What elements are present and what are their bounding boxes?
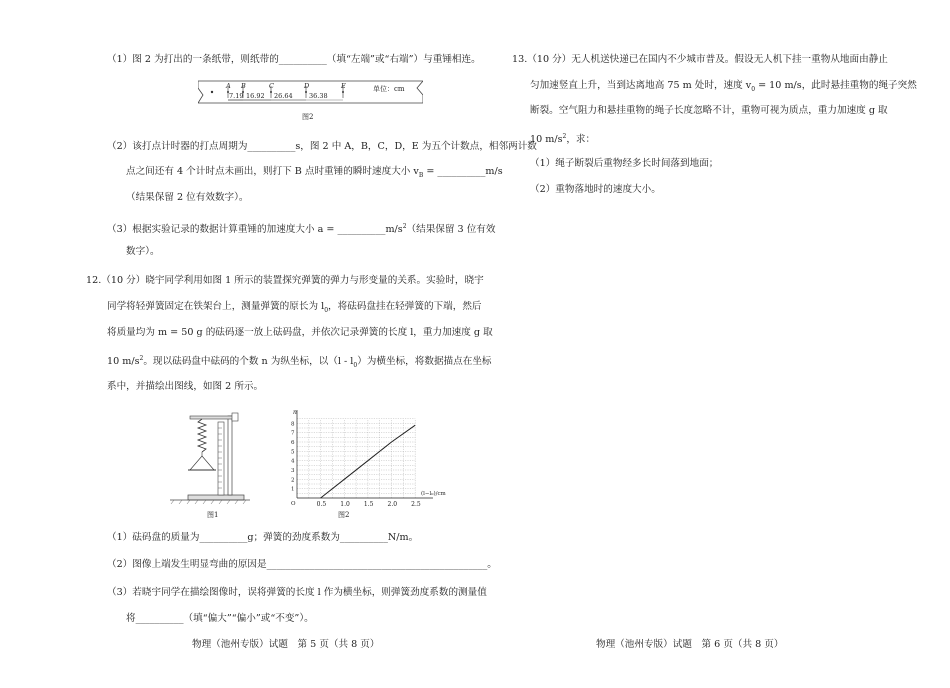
tape-caption: 图2 [302, 113, 314, 121]
chart-x-label: (l−l₀)/cm [421, 491, 446, 497]
q11-part1: （1）图 2 为打出的一条纸带，则纸带的__________（填“左端”或“右端”）与重锤相连。 [107, 54, 481, 65]
q13-stem-line2: 匀加速竖直上升，当到达离地高 75 m 处时，速度 $v_0 = 10$ m/s，此时悬挂重物的绳子突然 [530, 80, 917, 93]
q13-part2: （2）重物落地时的速度大小。 [530, 184, 661, 195]
q13-stem-line1: 13.（10 分）无人机送快递已在国内不少城市普及。假设无人机下挂一重物从地面由静止 [512, 54, 888, 65]
left-page-footer: 物理（池州专版）试题 第 5 页（共 8 页） [192, 639, 380, 650]
chart-x-tick-label: 0.5 [316, 501, 327, 508]
tape-point-label: A [226, 82, 231, 90]
tape-point-label: B [241, 82, 246, 90]
q12-part3-line1: （3）若晓宇同学在描绘图像时，误将弹簧的长度 l 作为横坐标，则弹簧劲度系数的测量值 [107, 587, 487, 598]
q12-stem-line3: 将质量均为 m = 50 g 的砝码逐一放上砝码盘，并依次记录弹簧的长度 l，重力加速度 g 取 [107, 327, 493, 338]
q13-stem-line4: 10 $m/s^2$，求： [530, 133, 596, 146]
q11-part3-line2: 数字）。 [126, 246, 160, 257]
q11-part2-line3: （结果保留 2 位有效数字）。 [126, 192, 249, 203]
spring-apparatus-figure [168, 410, 252, 506]
chart-y-label: n [293, 409, 297, 416]
fig1-caption: 图1 [207, 511, 219, 519]
q11-part2-line1: （2）该打点计时器的打点周期为__________s，图 2 中 A，B，C，D，E 为五个计数点，相邻两计数 [107, 141, 537, 152]
q12-part1: （1）砝码盘的质量为__________g；弹簧的劲度系数为__________N/m。 [107, 532, 419, 543]
chart-y-tick-label: 7 [291, 430, 295, 437]
tape-distance-label: 26.64 [274, 92, 293, 100]
chart-y-tick-label: 3 [291, 468, 295, 474]
q13-stem-line3: 断裂。空气阻力和悬挂重物的绳子长度忽略不计，重物可视为质点，重力加速度 g 取 [530, 105, 888, 116]
q12-stem-line5: 系中，并描绘出图线，如图 2 所示。 [107, 381, 264, 392]
chart-y-tick-label: 1 [291, 486, 295, 493]
chart-y-tick-label: 8 [291, 421, 295, 428]
fig2-caption: 图2 [338, 511, 350, 519]
q12-stem-line1: 12.（10 分）晓宇同学利用如图 1 所示的装置探究弹簧的弹力与形变量的关系。实验时，晓宇 [86, 275, 484, 286]
tape-point-dot [342, 91, 344, 93]
tape-point-label: C [269, 82, 274, 90]
q12-part3-line2: 将__________（填“偏大”“偏小”或“不变”）。 [126, 613, 314, 624]
chart-x-tick-label: 1.5 [363, 501, 374, 508]
tape-distance-label: 16.92 [246, 92, 265, 100]
chart-x-tick-label: 2.0 [387, 501, 398, 508]
chart-x-tick-label: 1.0 [340, 501, 350, 508]
tape-unit-label: 单位：cm [373, 85, 405, 93]
q13-part1: （1）绳子断裂后重物经多长时间落到地面； [530, 158, 719, 169]
chart-y-tick-label: 5 [291, 449, 295, 456]
q11-part2-line2: 点之间还有 4 个计时点未画出，则打下 B 点时重锤的瞬时速度大小 $v_B$ = __________m/s [126, 166, 503, 179]
tape-point-label: E [341, 82, 346, 90]
tape-distance-label: 7.19 [229, 92, 244, 100]
q11-part3-line1: （3）根据实验记录的数据计算重锤的加速度大小 $a = \_\_\_\_\_\_\_\_\_\_m/s^2$（结果保留 3 位有效 [107, 223, 496, 236]
q12-part2: （2）图像上端发生明显弯曲的原因是______________________________________________。 [107, 559, 497, 570]
right-page-footer: 物理（池州专版）试题 第 6 页（共 8 页） [596, 639, 784, 650]
chart-y-tick-label: 6 [291, 440, 295, 446]
tape-distance-label: 36.38 [309, 92, 328, 100]
chart-y-tick-label: 4 [291, 458, 295, 465]
chart-y-tick-label: 2 [291, 477, 295, 484]
tape-point-label: D [304, 82, 310, 90]
q12-stem-line4: 10 $m/s^2$。现以砝码盘中砝码的个数 n 为纵坐标，以$(l - l_0)$为横坐标，将数据描点在坐标 [107, 355, 492, 370]
chart-origin-label: O [291, 501, 296, 507]
tape-point-dot [270, 91, 272, 93]
q12-stem-line2: 同学将轻弹簧固定在铁架台上，测量弹簧的原长为 $l_0$，将砝码盘挂在轻弹簧的下端，然后 [107, 301, 482, 314]
chart-x-tick-label: 2.5 [411, 501, 421, 508]
tape-point-dot [305, 91, 307, 93]
spring-chart [283, 406, 453, 510]
